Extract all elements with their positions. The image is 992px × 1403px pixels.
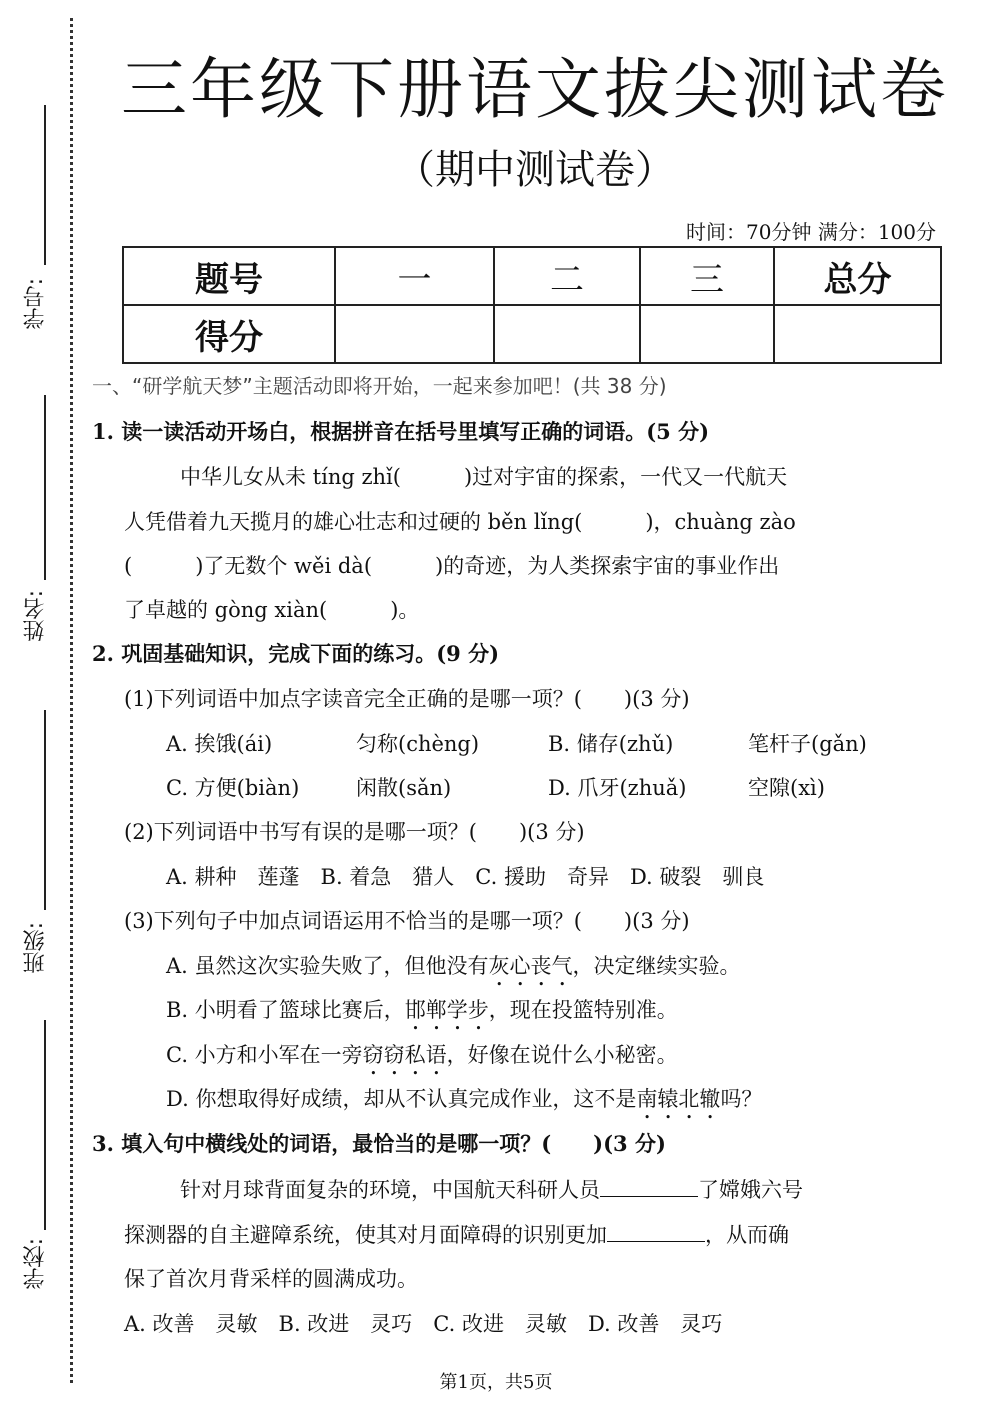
- option-d-tail: 吗？: [720, 1087, 763, 1111]
- q3-line1-tail: 了嫦娥六号: [698, 1178, 803, 1202]
- option-a-text: A. 虽然这次实验失败了，但他没有: [166, 954, 489, 978]
- question-2-sub-3-option-a: [166, 950, 741, 991]
- option-b-dotted-phrase: 邯郸学步: [404, 998, 489, 1022]
- option-a-tail: ，决定继续实验。: [572, 954, 741, 978]
- question-2-sub-1-options-row-1: [166, 728, 867, 758]
- q3-line2-tail: ，从而确: [705, 1223, 789, 1247]
- section-1-title: 一、“研学航天梦”主题活动即将开始，一起来参加吧！(共 38 分): [92, 374, 667, 398]
- question-1-line-4: 了卓越的 gòng xiàn( )。: [124, 598, 420, 622]
- option-d-dotted-phrase: 南辕北辙: [636, 1087, 721, 1111]
- question-3-title: 3. 填入句中横线处的词语，最恰当的是哪一项？( )(3 分): [92, 1131, 666, 1156]
- question-1-line-2: 人凭借着九天揽月的雄心壮志和过硬的 běn lǐng( )，chuàng zào: [124, 510, 796, 534]
- page-subtitle: （期中测试卷）: [395, 147, 675, 193]
- option-c1: C. 方便(biàn): [166, 776, 300, 800]
- score-cell-q3: 三: [640, 247, 774, 305]
- option-b2: 笔杆子(gǎn): [748, 732, 867, 756]
- score-cell-q2: 二: [494, 247, 640, 305]
- fill-blank-1[interactable]: [600, 1178, 698, 1197]
- score-input-total[interactable]: [774, 305, 941, 363]
- question-3-line-3: 保了首次月背采样的圆满成功。: [124, 1267, 418, 1291]
- score-row-label: 得分: [123, 305, 335, 363]
- score-input-q3[interactable]: [640, 305, 774, 363]
- name-label: 姓名:: [23, 590, 48, 642]
- score-cell-q1: 一: [335, 247, 494, 305]
- option-a1: A. 挨饿(ái): [166, 732, 273, 756]
- option-a2: 匀称(chèng): [356, 732, 480, 756]
- page-title: 三年级下册语文拔尖测试卷: [121, 51, 949, 128]
- option-d-text: D. 你想取得好成绩，却从不认真完成作业，这不是: [166, 1087, 637, 1111]
- question-1-line-3: ( )了无数个 wěi dà( )的奇迹，为人类探索宇宙的事业作出: [124, 554, 780, 578]
- score-table: [122, 246, 942, 364]
- score-cell-label: 题号: [123, 247, 335, 305]
- score-input-q1[interactable]: [335, 305, 494, 363]
- question-2-title: 2. 巩固基础知识，完成下面的练习。(9 分): [92, 641, 500, 666]
- question-3-line-2: [124, 1219, 789, 1249]
- question-2-sub-3-option-d: [166, 1083, 762, 1124]
- option-c-tail: ，好像在说什么小秘密。: [446, 1043, 678, 1067]
- student-id-label: 学号:: [23, 278, 48, 330]
- question-2-sub-1: (1)下列词语中加点字读音完全正确的是哪一项？( )(3 分): [124, 687, 690, 711]
- score-table-header-row: [123, 247, 941, 305]
- score-table-score-row: [123, 305, 941, 363]
- option-c-dotted-phrase: 窃窃私语: [362, 1043, 447, 1067]
- score-input-q2[interactable]: [494, 305, 640, 363]
- page-footer: 第1页，共5页: [439, 1372, 553, 1393]
- student-id-line: [44, 105, 46, 265]
- q3-line1-text: 针对月球背面复杂的环境，中国航天科研人员: [180, 1178, 600, 1202]
- question-1-title: 1. 读一读活动开场白，根据拼音在括号里填写正确的词语。(5 分): [92, 419, 710, 444]
- question-2-sub-3: (3)下列句子中加点词语运用不恰当的是哪一项？( )(3 分): [124, 909, 690, 933]
- school-line: [44, 1020, 46, 1230]
- option-b1: B. 储存(zhǔ): [548, 732, 674, 756]
- question-1-line-1: 中华儿女从未 tíng zhǐ( )过对宇宙的探索，一代又一代航天: [180, 465, 788, 489]
- option-d2: 空隙(xì): [748, 776, 825, 800]
- score-cell-total: 总分: [774, 247, 941, 305]
- option-b-tail: ，现在投篮特别准。: [488, 998, 678, 1022]
- name-line: [44, 395, 46, 580]
- option-a-dotted-phrase: 灰心丧气: [488, 954, 573, 978]
- option-d1: D. 爪牙(zhuǎ): [548, 776, 687, 800]
- option-b-text: B. 小明看了篮球比赛后，: [166, 998, 405, 1022]
- question-3-line-1: [180, 1174, 803, 1204]
- question-3-options: A. 改善 灵敏 B. 改进 灵巧 C. 改进 灵敏 D. 改善 灵巧: [124, 1312, 723, 1336]
- question-2-sub-2-options: A. 耕种 莲蓬 B. 着急 猎人 C. 援助 奇异 D. 破裂 驯良: [166, 865, 765, 889]
- question-2-sub-3-option-c: [166, 1039, 678, 1080]
- question-2-sub-2: (2)下列词语中书写有误的是哪一项？( )(3 分): [124, 820, 585, 844]
- fill-blank-2[interactable]: [607, 1223, 705, 1242]
- school-label: 学校:: [23, 1238, 48, 1290]
- option-c-text: C. 小方和小军在一旁: [166, 1043, 363, 1067]
- question-2-sub-1-options-row-2: [166, 772, 825, 802]
- time-info: 时间：70分钟 满分：100分: [686, 220, 936, 244]
- class-line: [44, 710, 46, 910]
- class-label: 班级:: [23, 922, 48, 974]
- binding-dotted-line: [70, 18, 73, 1383]
- q3-line2-text: 探测器的自主避障系统，使其对月面障碍的识别更加: [124, 1223, 607, 1247]
- question-2-sub-3-option-b: [166, 994, 678, 1035]
- option-c2: 闲散(sǎn): [356, 776, 452, 800]
